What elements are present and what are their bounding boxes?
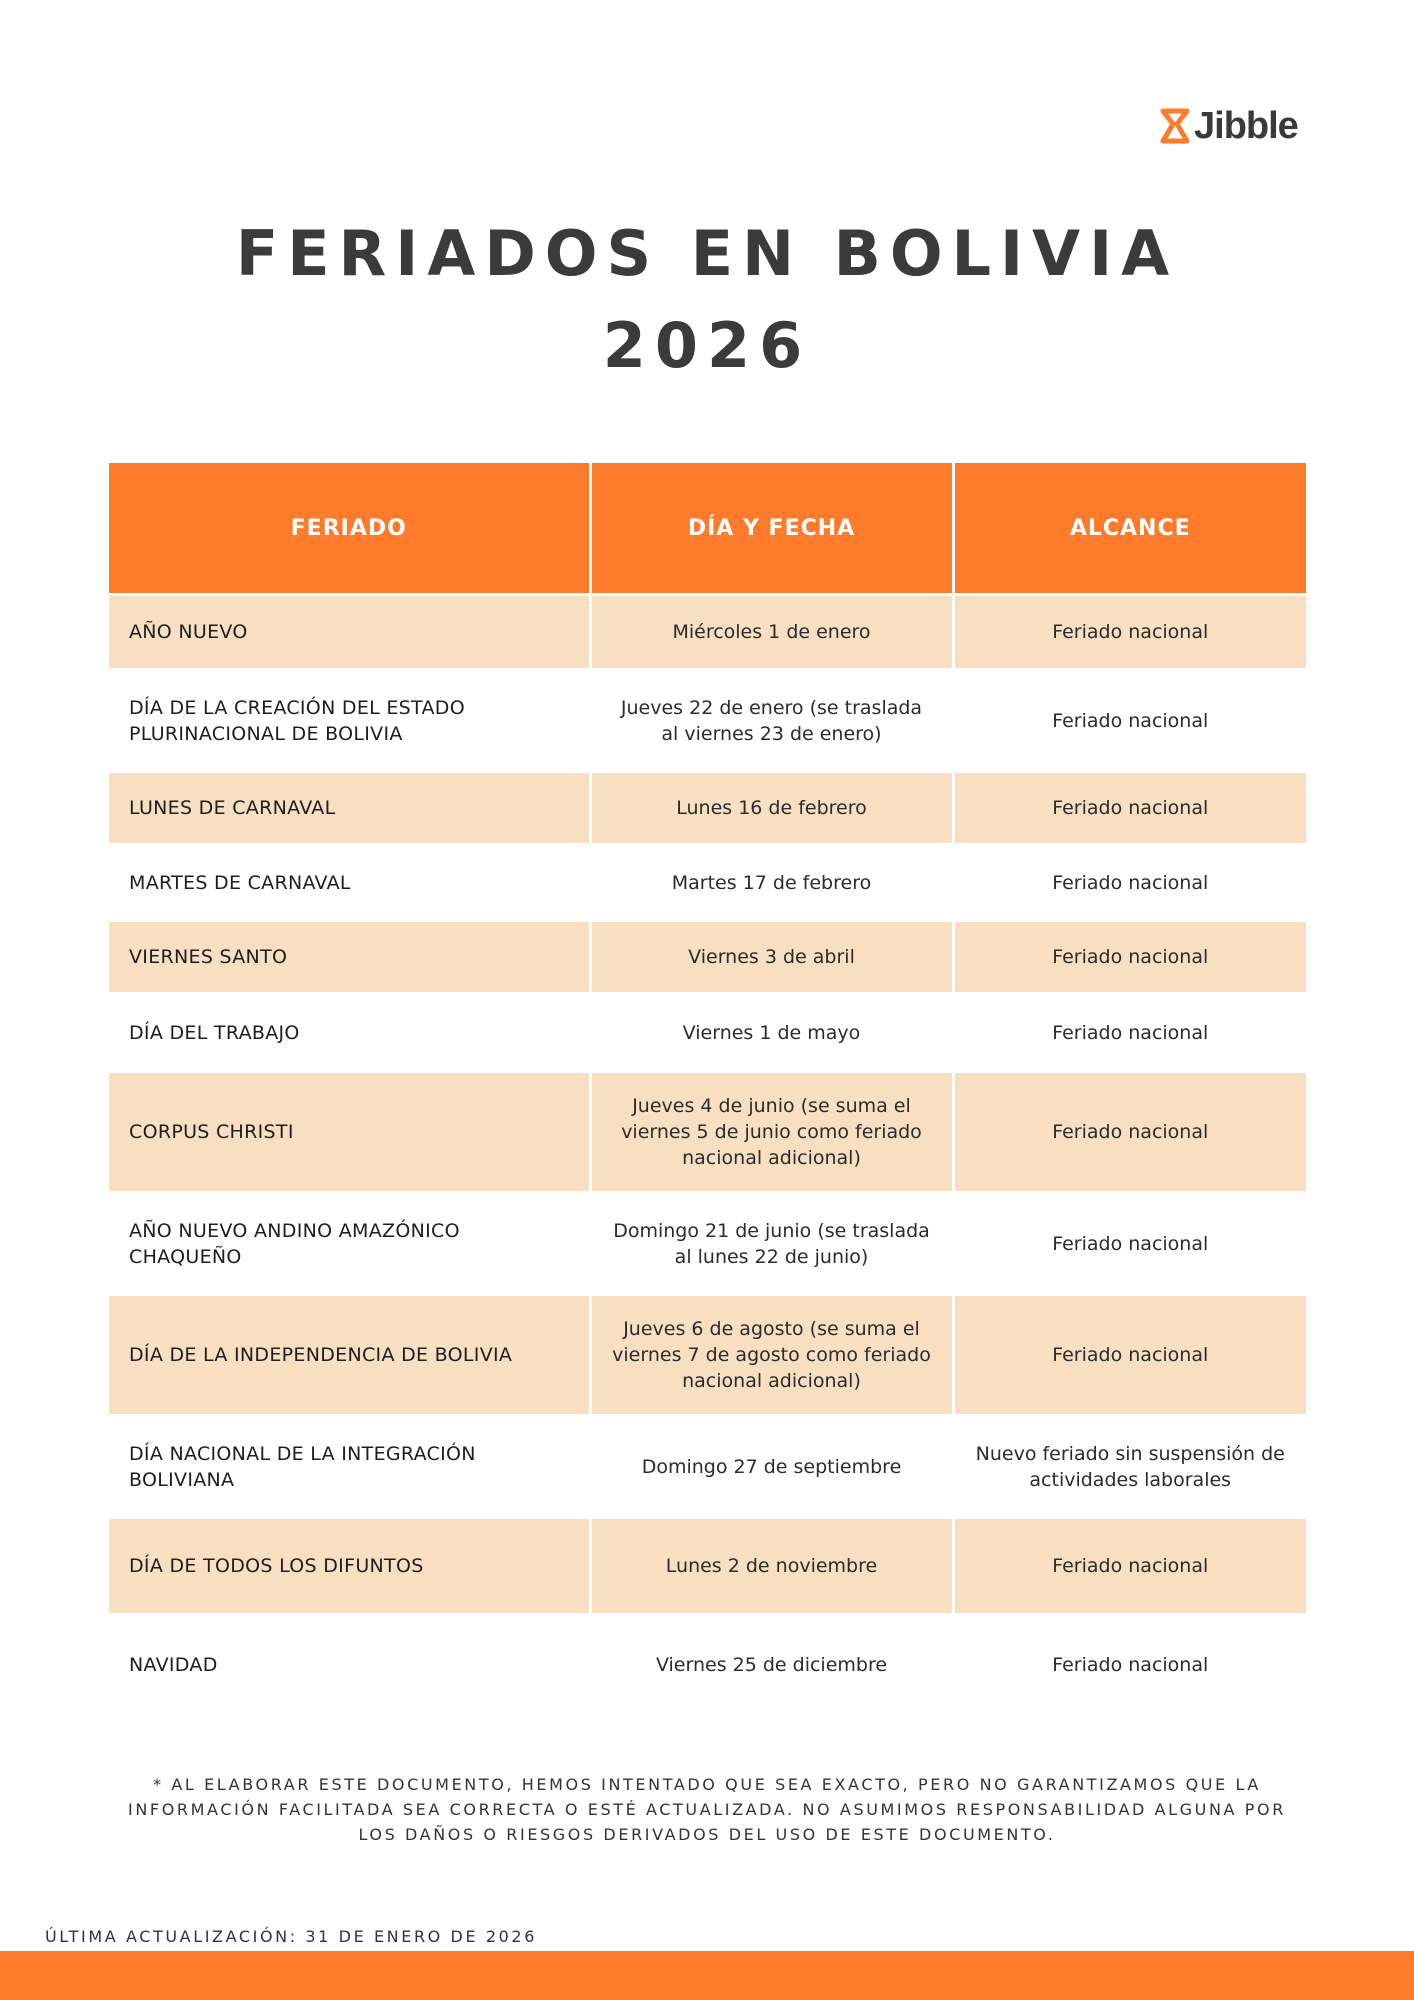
holiday-date: Miércoles 1 de enero bbox=[590, 595, 953, 670]
header-holiday: FERIADO bbox=[109, 463, 590, 595]
holiday-date: Viernes 3 de abril bbox=[590, 921, 953, 994]
brand-name: Jibble bbox=[1194, 104, 1298, 147]
table-row bbox=[109, 1295, 1306, 1416]
holiday-name: LUNES DE CARNAVAL bbox=[109, 772, 590, 845]
holiday-scope: Feriado nacional bbox=[953, 1518, 1306, 1615]
holiday-name: DÍA DE TODOS LOS DIFUNTOS bbox=[109, 1518, 590, 1615]
holiday-name: DÍA DEL TRABAJO bbox=[109, 994, 590, 1072]
title-line-2: 2026 bbox=[602, 309, 812, 382]
holiday-name: CORPUS CHRISTI bbox=[109, 1072, 590, 1193]
table-row bbox=[109, 670, 1306, 772]
holiday-scope: Feriado nacional bbox=[953, 1295, 1306, 1416]
holiday-name: DÍA DE LA INDEPENDENCIA DE BOLIVIA bbox=[109, 1295, 590, 1416]
table-row bbox=[109, 994, 1306, 1072]
holiday-name: NAVIDAD bbox=[109, 1615, 590, 1715]
holiday-scope: Feriado nacional bbox=[953, 1072, 1306, 1193]
holiday-scope: Nuevo feriado sin suspensión de actividades laborales bbox=[953, 1416, 1306, 1518]
table-row bbox=[109, 921, 1306, 994]
table-row bbox=[109, 595, 1306, 670]
holiday-date: Jueves 4 de junio (se suma el viernes 5 de junio como feriado nacional adicional) bbox=[590, 1072, 953, 1193]
holiday-date: Domingo 21 de junio (se traslada al lunes 22 de junio) bbox=[590, 1193, 953, 1295]
holiday-scope: Feriado nacional bbox=[953, 670, 1306, 772]
hourglass-icon bbox=[1160, 108, 1190, 144]
holiday-scope: Feriado nacional bbox=[953, 1615, 1306, 1715]
table-row bbox=[109, 1193, 1306, 1295]
last-updated-text: ÚLTIMA ACTUALIZACIÓN: 31 DE ENERO DE 2026 bbox=[45, 1927, 537, 1946]
holiday-scope: Feriado nacional bbox=[953, 994, 1306, 1072]
header-scope: ALCANCE bbox=[953, 463, 1306, 595]
table-header-row bbox=[109, 463, 1306, 595]
holiday-scope: Feriado nacional bbox=[953, 1193, 1306, 1295]
table-row bbox=[109, 1072, 1306, 1193]
table-row bbox=[109, 1518, 1306, 1615]
holiday-name: DÍA DE LA CREACIÓN DEL ESTADO PLURINACIONAL DE BOLIVIA bbox=[109, 670, 590, 772]
table-row bbox=[109, 1615, 1306, 1715]
brand-logo bbox=[1160, 104, 1298, 148]
holiday-scope: Feriado nacional bbox=[953, 595, 1306, 670]
disclaimer-text: * AL ELABORAR ESTE DOCUMENTO, HEMOS INTENTADO QUE SEA EXACTO, PERO NO GARANTIZAMOS QUE LA INFORMACIÓN FACILITADA SEA CORRECTA O ESTÉ ACTUALIZADA. NO ASUMIMOS RESPONSABILIDAD ALGUNA POR LOS DAÑOS O RIESGOS DERIVADOS DEL USO DE ESTE DOCUMENTO. bbox=[128, 1775, 1286, 1844]
table-row bbox=[109, 772, 1306, 845]
holiday-date: Lunes 16 de febrero bbox=[590, 772, 953, 845]
footer-bar bbox=[0, 1951, 1414, 2000]
holiday-scope: Feriado nacional bbox=[953, 772, 1306, 845]
holiday-scope: Feriado nacional bbox=[953, 921, 1306, 994]
holiday-scope: Feriado nacional bbox=[953, 845, 1306, 921]
holiday-name: MARTES DE CARNAVAL bbox=[109, 845, 590, 921]
holiday-date: Jueves 6 de agosto (se suma el viernes 7 de agosto como feriado nacional adicional) bbox=[590, 1295, 953, 1416]
table-row bbox=[109, 1416, 1306, 1518]
page-title bbox=[0, 208, 1414, 392]
holiday-name: VIERNES SANTO bbox=[109, 921, 590, 994]
holidays-table-container bbox=[109, 463, 1306, 1716]
holiday-date: Lunes 2 de noviembre bbox=[590, 1518, 953, 1615]
holidays-table bbox=[109, 463, 1306, 1716]
holiday-name: AÑO NUEVO ANDINO AMAZÓNICO CHAQUEÑO bbox=[109, 1193, 590, 1295]
holiday-date: Viernes 1 de mayo bbox=[590, 994, 953, 1072]
holiday-date: Domingo 27 de septiembre bbox=[590, 1416, 953, 1518]
table-row bbox=[109, 845, 1306, 921]
holiday-name: DÍA NACIONAL DE LA INTEGRACIÓN BOLIVIANA bbox=[109, 1416, 590, 1518]
title-line-1: FERIADOS EN BOLIVIA bbox=[235, 217, 1179, 290]
holiday-name: AÑO NUEVO bbox=[109, 595, 590, 670]
header-date: DÍA Y FECHA bbox=[590, 463, 953, 595]
holiday-date: Jueves 22 de enero (se traslada al viernes 23 de enero) bbox=[590, 670, 953, 772]
holiday-date: Viernes 25 de diciembre bbox=[590, 1615, 953, 1715]
holiday-date: Martes 17 de febrero bbox=[590, 845, 953, 921]
